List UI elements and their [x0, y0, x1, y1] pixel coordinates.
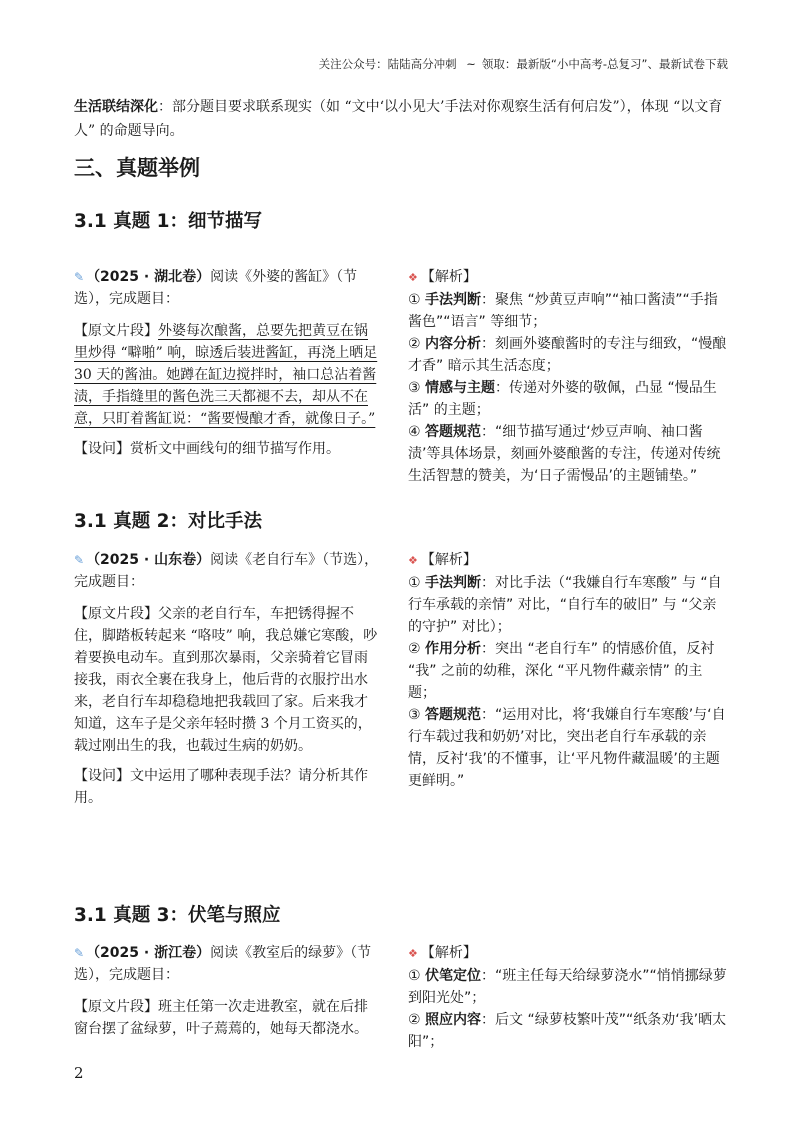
- example-2-quote-block: [74, 603, 380, 757]
- analysis-item: ① 手法判断：聚焦 “炒黄豆声响”“袖口酱渍”“手指酱色”“语言” 等细节；: [408, 292, 718, 330]
- example-1-question: [74, 266, 380, 460]
- pencil-icon: ✎: [74, 553, 85, 567]
- pencil-icon: ✎: [74, 270, 85, 284]
- example-2-source-text: 阅读《老自行车》（节选），完成题目：: [74, 552, 379, 590]
- example-1-question-text: 赏析文中画线句的细节描写作用。: [130, 441, 340, 457]
- header-right: 领取：最新版“小中高考-总复习”、最新试卷下载: [481, 57, 728, 71]
- page-number: 2: [74, 1064, 84, 1082]
- example-2-quote-label: 【原文片段】: [74, 606, 158, 622]
- example-1-source-text: 阅读《外婆的酱缸》（节选），完成题目：: [74, 269, 358, 307]
- analysis-item: ③ 答题规范：“运用对比，将‘我嫌自行车寒酸’与‘自行车载过我和奶奶’对比，突出老自行车承载的亲情，反衬‘我’的不懂事，让‘平凡物件藏温暖’的主题更鲜明。”: [408, 707, 726, 789]
- example-2-question-block: [74, 765, 380, 809]
- example-2-analysis-title: ❖ 【解析】: [408, 552, 477, 568]
- example-1-source-bold: （2025 · 湖北卷）: [86, 269, 211, 285]
- header-left: 关注公众号：陆陆高分冲刺: [318, 57, 457, 71]
- section-title: 三、真题举例: [74, 156, 200, 180]
- example-3-quote: 班主任第一次走进教室，就在后排窗台摆了盆绿萝，叶子蔫蔫的，她每天都浇水。: [74, 999, 368, 1037]
- example-1-question-label: 【设问】: [74, 441, 130, 457]
- diamond-icon: ❖: [408, 947, 418, 960]
- example-1-source: [74, 266, 380, 310]
- example-3-source-text: 阅读《教室后的绿萝》（节选），完成题目：: [74, 945, 372, 983]
- example-1-quote-block: [74, 320, 380, 430]
- example-1-analysis-title: ❖ 【解析】: [408, 269, 477, 285]
- example-2-source-bold: （2025 · 山东卷）: [86, 552, 211, 568]
- example-3-source: [74, 942, 380, 986]
- analysis-item: ① 手法判断：对比手法（“我嫌自行车寒酸” 与 “自行车承载的亲情” 对比，“自行车的破旧” 与 “父亲的守护” 对比）；: [408, 575, 722, 635]
- intro-label: 生活联结深化: [74, 99, 158, 115]
- analysis-item: ③ 情感与主题：传递对外婆的敬佩，凸显 “慢品生活” 的主题；: [408, 380, 717, 418]
- analysis-item: ② 内容分析：刻画外婆酿酱时的专注与细致，“慢酿才香” 暗示其生活态度；: [408, 336, 727, 374]
- analysis-item: ② 作用分析：突出 “老自行车” 的情感价值，反衬 “我” 之前的幼稚，深化 “平凡物件藏亲情” 的主题；: [408, 641, 715, 701]
- analysis-item: ② 照应内容：后文 “绿萝枝繁叶茂”“纸条劝‘我’晒太阳”；: [408, 1012, 727, 1050]
- intro-paragraph: [74, 95, 734, 143]
- example-3-analysis: [408, 942, 730, 1053]
- example-3-analysis-title: ❖ 【解析】: [408, 945, 477, 961]
- example-3-question: [74, 942, 380, 1040]
- analysis-item: ④ 答题规范：“细节描写通过‘炒豆声响、袖口酱渍’等具体场景，刻画外婆酿酱的专注，传递对传统生活智慧的赞美，为‘日子需慢品’的主题铺垫。”: [408, 424, 721, 484]
- example-3-quote-label: 【原文片段】: [74, 999, 158, 1015]
- example-1-question-block: [74, 438, 380, 460]
- example-2-question: [74, 549, 380, 809]
- example-2-title: 3.1 真题 2：对比手法: [74, 511, 263, 532]
- example-1-quote-label: 【原文片段】: [74, 323, 158, 339]
- example-1-analysis: [408, 266, 730, 487]
- example-1-quote: 外婆每次酿酱，总要先把黄豆在锅里炒得 “噼啪” 响，晾透后装进酱缸，再浇上晒足 30 天的酱油。她蹲在缸边搅拌时，袖口总沾着酱渍，手指缝里的酱色洗三天都褪不去，却从不在意，只盯着酱缸说：“酱要慢酿才香，就像日子。”: [74, 323, 378, 427]
- example-3-quote-block: [74, 996, 380, 1040]
- example-1-title: 3.1 真题 1：细节描写: [74, 211, 263, 232]
- example-2-quote: 父亲的老自行车，车把锈得握不住，脚踏板转起来 “咯吱” 响，我总嫌它寒酸，吵着要换电动车。直到那次暴雨，父亲骑着它冒雨接我，雨衣全裹在我身上，他后背的衣服拧出水来，老自行车却稳稳地把我载回了家。后来我才知道，这车子是父亲年轻时攒 3 个月工资买的，载过刚出生的我，也载过生病的奶奶。: [74, 606, 378, 754]
- intro-text: ：部分题目要求联系现实（如 “文中‘以小见大’手法对你观察生活有何启发”），体现 “以文育人” 的命题导向。: [74, 99, 723, 139]
- example-2-question-text: 文中运用了哪种表现手法？请分析其作用。: [74, 768, 368, 806]
- example-2-analysis: [408, 549, 730, 792]
- page-header: [319, 56, 728, 72]
- example-3-title: 3.1 真题 3：伏笔与照应: [74, 905, 281, 926]
- example-2-source: [74, 549, 380, 593]
- diamond-icon: ❖: [408, 554, 418, 567]
- pencil-icon: ✎: [74, 946, 85, 960]
- example-2-question-label: 【设问】: [74, 768, 130, 784]
- header-separator: ~: [466, 57, 476, 71]
- example-3-source-bold: （2025 · 浙江卷）: [86, 945, 211, 961]
- analysis-item: ① 伏笔定位：“班主任每天给绿萝浇水”“悄悄挪绿萝到阳光处”；: [408, 968, 727, 1006]
- diamond-icon: ❖: [408, 271, 418, 284]
